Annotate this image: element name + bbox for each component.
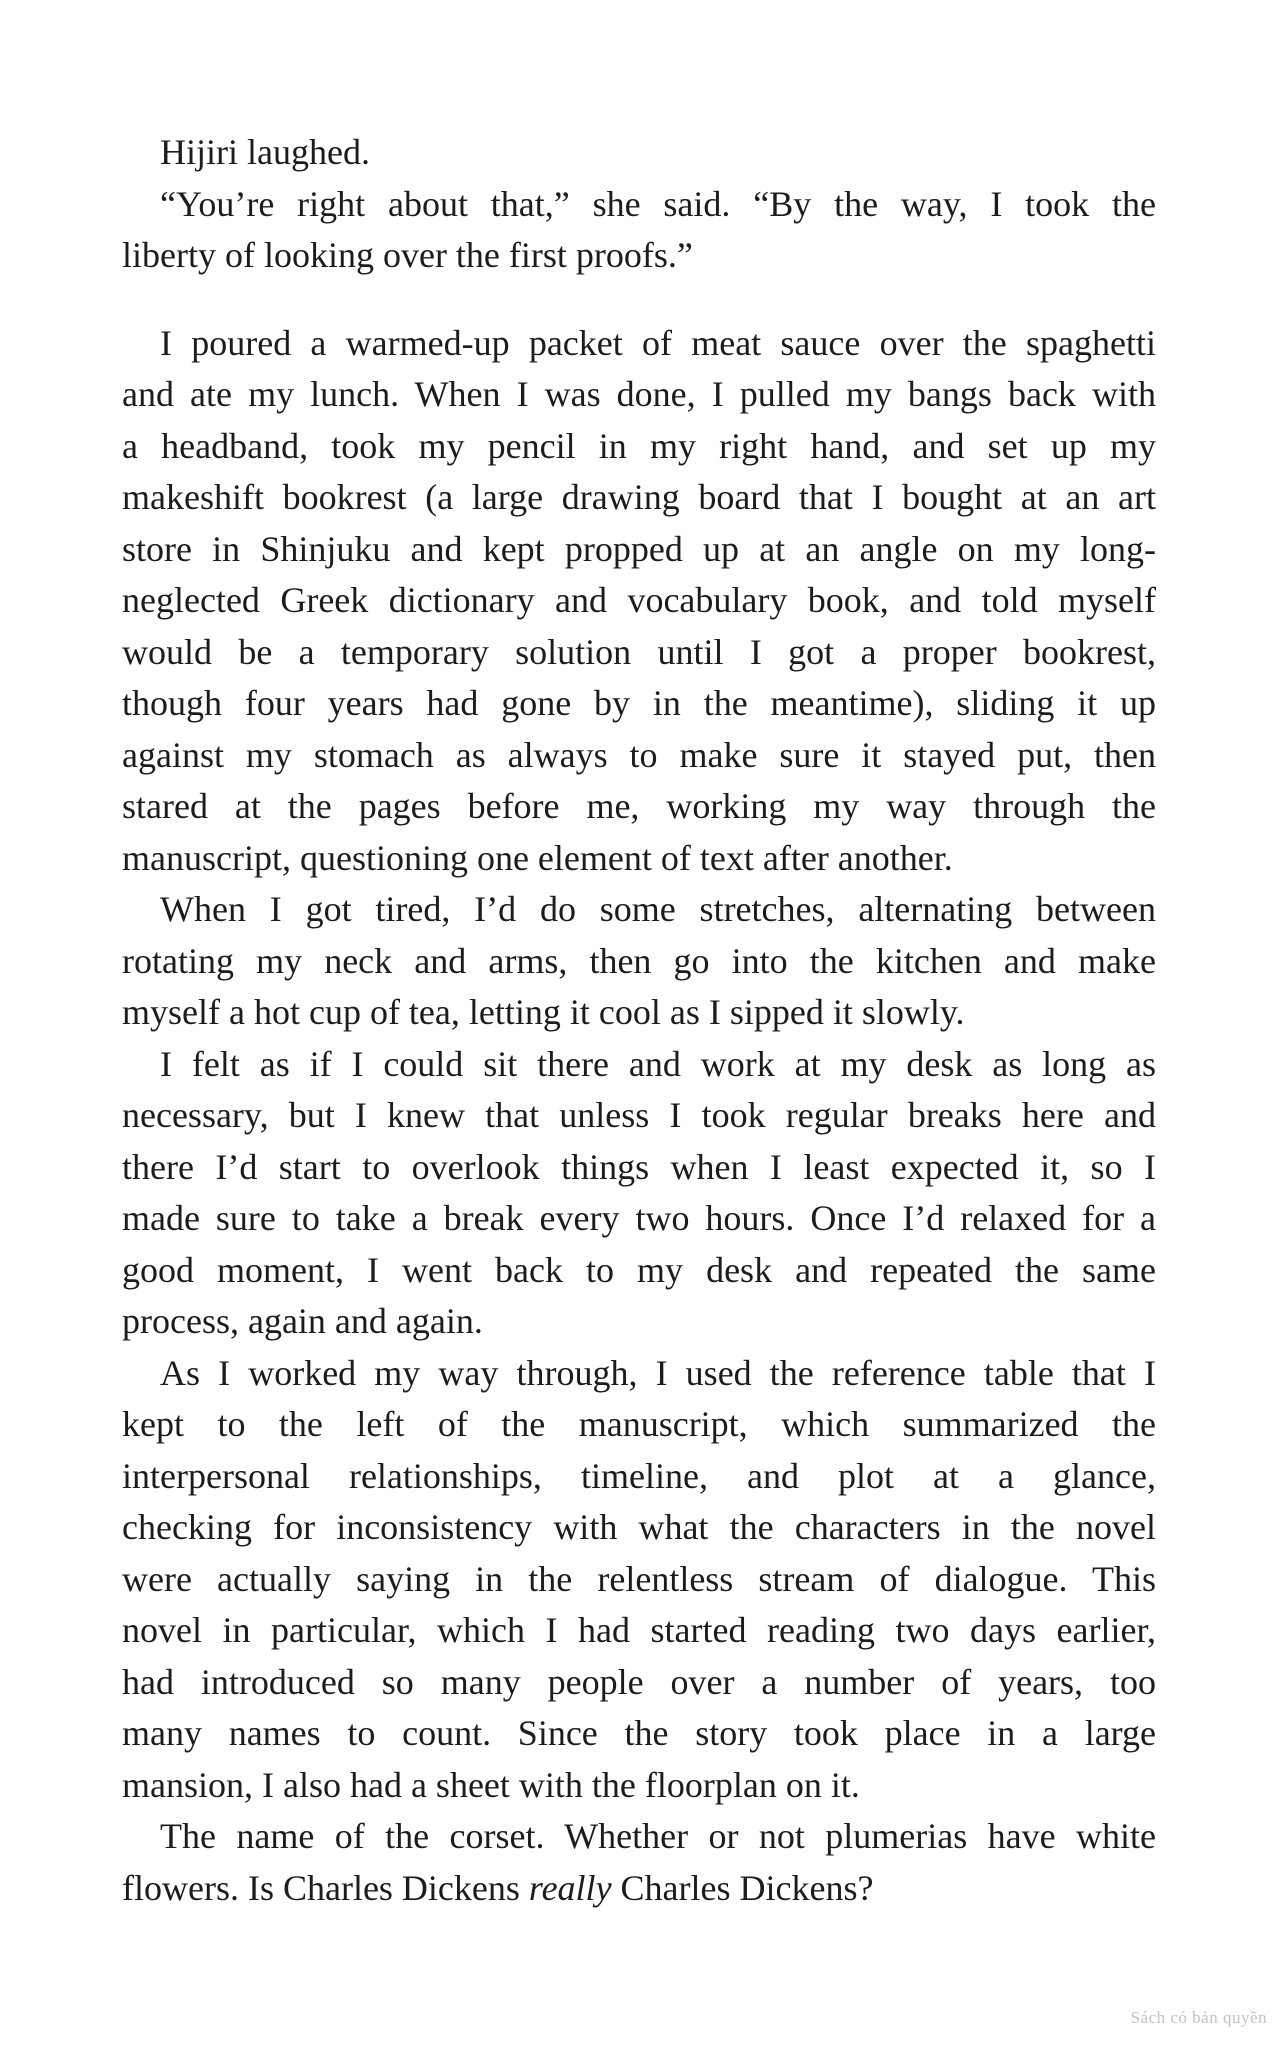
text-line <box>122 936 1156 988</box>
text-line <box>122 421 1156 473</box>
text-line <box>122 369 1156 421</box>
text-run: there I’d start to overlook things when I least expected it, so I <box>122 1146 1156 1187</box>
text-run: had introduced so many people over a number of years, too <box>122 1661 1156 1702</box>
text-line <box>122 1142 1156 1194</box>
text-run: necessary, but I knew that unless I took regular breaks here and <box>122 1095 1156 1135</box>
text-run: novel in particular, which I had started reading two days earlier, <box>122 1610 1156 1650</box>
text-line <box>122 1863 1156 1915</box>
italic-text-run: really <box>528 1867 612 1908</box>
text-run: process, again and again. <box>122 1301 483 1341</box>
text-line <box>122 1502 1156 1554</box>
text-run: neglected Greek dictionary and vocabulary book, and told myself <box>122 580 1156 620</box>
text-line <box>122 1657 1156 1709</box>
text-line <box>122 1760 1156 1812</box>
text-line <box>122 524 1156 576</box>
text-line <box>122 884 1156 936</box>
text-run: When I got tired, I’d do some stretches, alternating between <box>160 889 1156 929</box>
copyright-watermark: Sách có bản quyền <box>1130 2008 1267 2027</box>
text-line <box>122 1245 1156 1297</box>
text-line <box>122 1348 1156 1400</box>
text-line <box>122 1296 1156 1348</box>
text-run: Charles Dickens? <box>611 1867 874 1908</box>
text-run: stared at the pages before me, working my way through the <box>122 786 1156 826</box>
text-run: against my stomach as always to make sure it stayed put, then <box>122 734 1156 775</box>
text-block <box>122 127 1156 1914</box>
text-run: I poured a warmed-up packet of meat sauce over the spaghetti <box>160 322 1156 363</box>
text-run: I felt as if I could sit there and work at my desk as long as <box>160 1043 1156 1084</box>
text-line <box>122 1039 1156 1091</box>
text-line <box>122 1554 1156 1606</box>
text-run: liberty of looking over the first proofs.” <box>122 235 693 275</box>
text-line <box>122 575 1156 627</box>
text-run: would be a temporary solution until I got a proper bookrest, <box>122 631 1156 672</box>
text-line <box>122 1605 1156 1657</box>
text-line <box>122 1090 1156 1142</box>
text-run: Hijiri laughed. <box>160 132 370 172</box>
text-run: myself a hot cup of tea, letting it cool as I sipped it slowly. <box>122 992 965 1032</box>
text-run: many names to count. Since the story took place in a large <box>122 1713 1156 1753</box>
text-line <box>122 318 1156 370</box>
text-run: The name of the corset. Whether or not plumerias have white <box>160 1816 1156 1856</box>
text-run: good moment, I went back to my desk and repeated the same <box>122 1249 1156 1290</box>
text-line <box>122 472 1156 524</box>
text-line <box>122 678 1156 730</box>
text-run: checking for inconsistency with what the characters in the novel <box>122 1507 1156 1547</box>
text-line <box>122 730 1156 782</box>
text-run: As I worked my way through, I used the reference table that I <box>160 1352 1156 1393</box>
text-run: flowers. Is Charles Dickens <box>122 1867 529 1908</box>
text-line <box>122 127 1156 179</box>
text-run: “You’re right about that,” she said. “By the way, I took the <box>160 183 1156 224</box>
text-line <box>122 1708 1156 1760</box>
text-run: were actually saying in the relentless stream of dialogue. This <box>122 1558 1156 1599</box>
text-line <box>122 179 1156 231</box>
text-line <box>122 987 1156 1039</box>
text-run: and ate my lunch. When I was done, I pulled my bangs back with <box>122 374 1156 414</box>
text-run: store in Shinjuku and kept propped up at an angle on my long- <box>122 528 1156 569</box>
text-line <box>122 1811 1156 1863</box>
text-run: interpersonal relationships, timeline, and plot at a glance, <box>122 1455 1156 1496</box>
text-line <box>122 1451 1156 1503</box>
text-line <box>122 781 1156 833</box>
text-line <box>122 1193 1156 1245</box>
text-run: manuscript, questioning one element of text after another. <box>122 837 953 878</box>
text-line <box>122 230 1156 282</box>
text-line <box>122 627 1156 679</box>
text-run: rotating my neck and arms, then go into the kitchen and make <box>122 940 1156 981</box>
text-run: made sure to take a break every two hours. Once I’d relaxed for a <box>122 1198 1156 1238</box>
text-run: though four years had gone by in the meantime), sliding it up <box>122 683 1156 723</box>
text-line <box>122 1399 1156 1451</box>
text-run: a headband, took my pencil in my right hand, and set up my <box>122 425 1156 466</box>
text-run: makeshift bookrest (a large drawing board that I bought at an art <box>122 477 1156 517</box>
text-line <box>122 833 1156 885</box>
text-run: mansion, I also had a sheet with the floorplan on it. <box>122 1764 860 1805</box>
text-run: kept to the left of the manuscript, which summarized the <box>122 1404 1156 1444</box>
